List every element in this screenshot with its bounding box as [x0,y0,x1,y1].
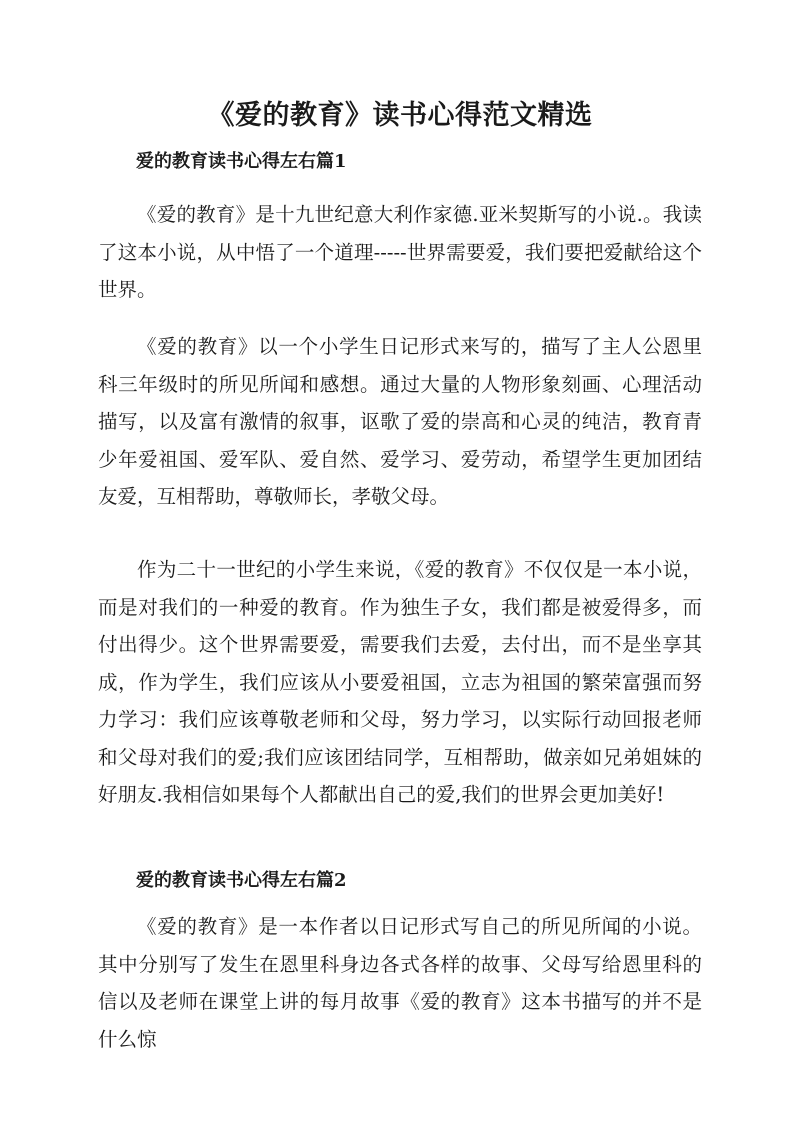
section-heading-2: 爱的教育读书心得左右篇2 [136,870,347,891]
paragraph-2-1: 《爱的教育》是一本作者以日记形式写自己的所见所闻的小说。其中分别写了发生在恩里科身边各式各样的故事、父母写给恩里科的信以及老师在课堂上讲的每月故事《爱的教育》这本书描写的并不是什么惊 [98,915,702,1051]
document-title: 《爱的教育》读书心得范文精选 [207,100,593,131]
paragraph-1-3: 作为二十一世纪的小学生来说，《爱的教育》不仅仅是一本小说，而是对我们的一种爱的教育。作为独生子女，我们都是被爱得多，而付出得少。这个世界需要爱，需要我们去爱，去付出，而不是坐享其成，作为学生，我们应该从小要爱祖国，立志为祖国的繁荣富强而努力学习：我们应该尊敬老师和父母，努力学习，以实际行动回报老师和父母对我们的爱;我们应该团结同学，互相帮助，做亲如兄弟姐妹的好朋友.我相信如果每个人都献出自己的爱,我们的世界会更加美好! [98,558,702,806]
paragraph-1-2: 《爱的教育》以一个小学生日记形式来写的，描写了主人公恩里科三年级时的所见所闻和感想。通过大量的人物形象刻画、心理活动描写，以及富有激情的叙事，讴歌了爱的崇高和心灵的纯洁，教育青少年爱祖国、爱军队、爱自然、爱学习、爱劳动，希望学生更加团结友爱，互相帮助，尊敬师长，孝敬父母。 [98,335,702,508]
section-heading-1: 爱的教育读书心得左右篇1 [136,151,347,172]
paragraph-1-1: 《爱的教育》是十九世纪意大利作家德.亚米契斯写的小说.。我读了这本小说，从中悟了一个道理-----世界需要爱，我们要把爱献给这个世界。 [98,203,702,301]
